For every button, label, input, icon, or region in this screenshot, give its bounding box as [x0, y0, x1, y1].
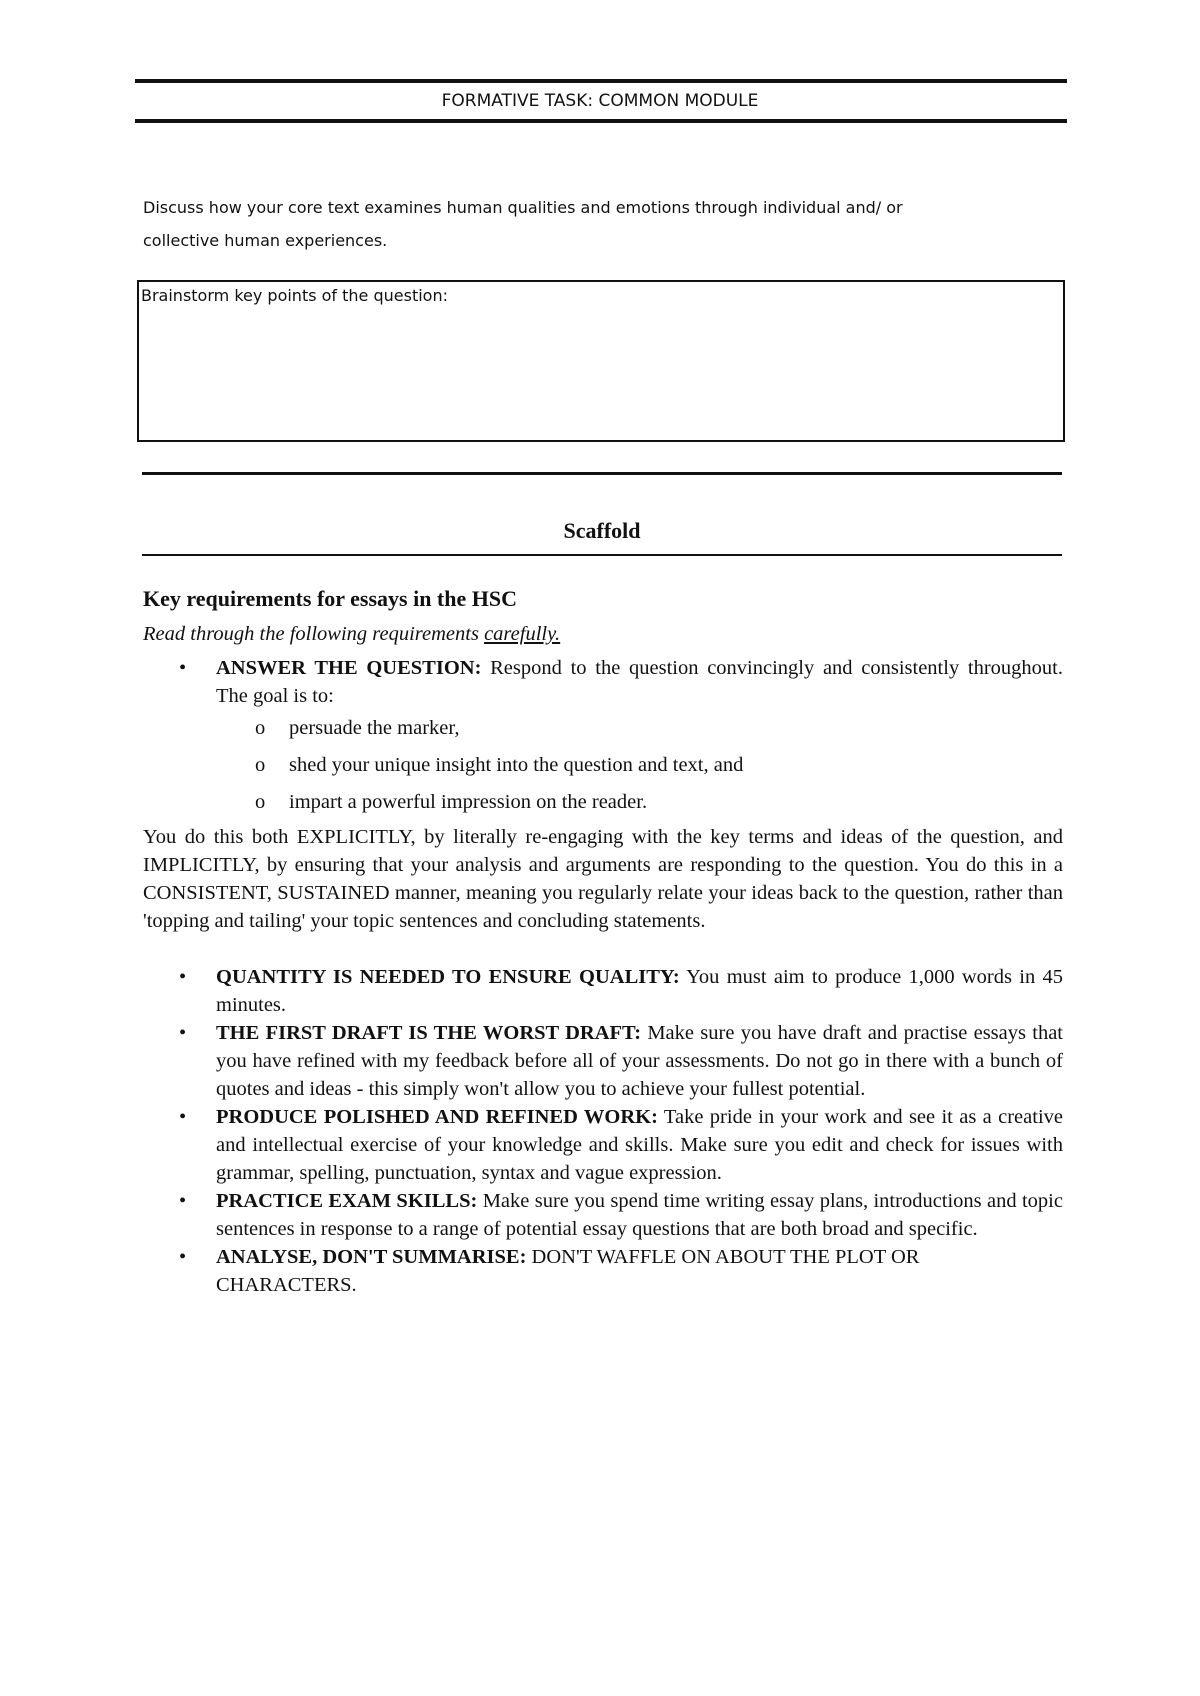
scaffold-content: [143, 582, 1063, 1299]
point-label: PRACTICE EXAM SKILLS:: [216, 1190, 478, 1212]
point-text: DON'T WAFFLE ON ABOUT THE PLOT OR CHARACTERS.: [216, 1246, 920, 1296]
point-text: Take pride in your work and see it as a creative and intellectual exercise of your knowledge and skills. Make sure you edit and check for issues with grammar, spelling, punctuation, syntax and vague expression.: [216, 1106, 1063, 1184]
goals-list: [143, 710, 1063, 821]
question-line-2: collective human experiences.: [143, 231, 388, 250]
point-label: QUANTITY IS NEEDED TO ENSURE QUALITY:: [216, 966, 680, 988]
question-line-1: Discuss how your core text examines human qualities and emotions through individual and/ or: [143, 198, 903, 217]
question-prompt: [143, 191, 1043, 257]
bullet-icon: •: [179, 657, 187, 679]
list-item: [143, 784, 1063, 821]
goal-text: shed your unique insight into the question and text, and: [289, 754, 744, 776]
brainstorm-box[interactable]: [137, 280, 1065, 442]
list-item: [143, 1019, 1063, 1103]
point-text: Make sure you spend time writing essay plans, introductions and topic sentences in response to a range of potential essay questions that are both broad and specific.: [216, 1190, 1063, 1240]
circle-bullet-icon: o: [255, 791, 266, 813]
intro-text: Read through the following requirements: [143, 623, 485, 645]
goal-text: impart a powerful impression on the reader.: [289, 791, 648, 813]
list-item: [143, 1103, 1063, 1187]
goal-text: persuade the marker,: [289, 717, 460, 739]
circle-bullet-icon: o: [255, 754, 266, 776]
header-bottom-rule: [135, 119, 1067, 123]
list-item: [143, 1243, 1063, 1299]
explanation-paragraph: You do this both EXPLICITLY, by literally re-engaging with the key terms and ideas of the question, and IMPLICITLY, by ensuring that your analysis and arguments are responding to the question. You do this in a CONSISTENT, SUSTAINED manner, meaning you regularly relate your ideas back to the question, rather than 'topping and tailing' your topic sentences and concluding statements.: [143, 826, 1063, 932]
intro-underlined: carefully.: [484, 623, 561, 645]
list-item: [143, 654, 1063, 710]
list-item: [143, 1187, 1063, 1243]
bullet-icon: •: [179, 1190, 187, 1212]
spacer: [143, 935, 1063, 963]
point-label: ANALYSE, DON'T SUMMARISE:: [216, 1246, 527, 1268]
circle-bullet-icon: o: [255, 717, 266, 739]
requirements-list: [143, 963, 1063, 1299]
bullet-icon: •: [179, 1022, 187, 1044]
scaffold-top-rule: [142, 472, 1062, 475]
header-top-rule: [135, 79, 1067, 83]
list-item: [143, 747, 1063, 784]
point-label: THE FIRST DRAFT IS THE WORST DRAFT:: [216, 1022, 642, 1044]
list-item: [143, 963, 1063, 1019]
point-label: ANSWER THE QUESTION:: [216, 657, 482, 679]
bullet-icon: •: [179, 1246, 187, 1268]
list-item: [143, 710, 1063, 747]
requirements-heading: Key requirements for essays in the HSC: [143, 586, 517, 611]
bullet-icon: •: [179, 1106, 187, 1128]
point-text: You must aim to produce 1,000 words in 45 minutes.: [216, 966, 1063, 1016]
brainstorm-label: Brainstorm key points of the question:: [141, 286, 448, 305]
answer-list: [143, 654, 1063, 710]
scaffold-title: Scaffold: [563, 518, 641, 543]
point-label: PRODUCE POLISHED AND REFINED WORK:: [216, 1106, 658, 1128]
page-title: FORMATIVE TASK: COMMON MODULE: [441, 91, 759, 111]
bullet-icon: •: [179, 966, 187, 988]
scaffold-bottom-rule: [142, 554, 1062, 556]
point-text: Make sure you have draft and practise essays that you have refined with my feedback before all of your assessments. Do not go in there with a bunch of quotes and ideas - this simply won't allow you to achieve your fullest potential.: [216, 1022, 1063, 1100]
point-text: Respond to the question convincingly and consistently throughout. The goal is to:: [216, 657, 1064, 707]
requirements-intro: [143, 618, 1063, 650]
